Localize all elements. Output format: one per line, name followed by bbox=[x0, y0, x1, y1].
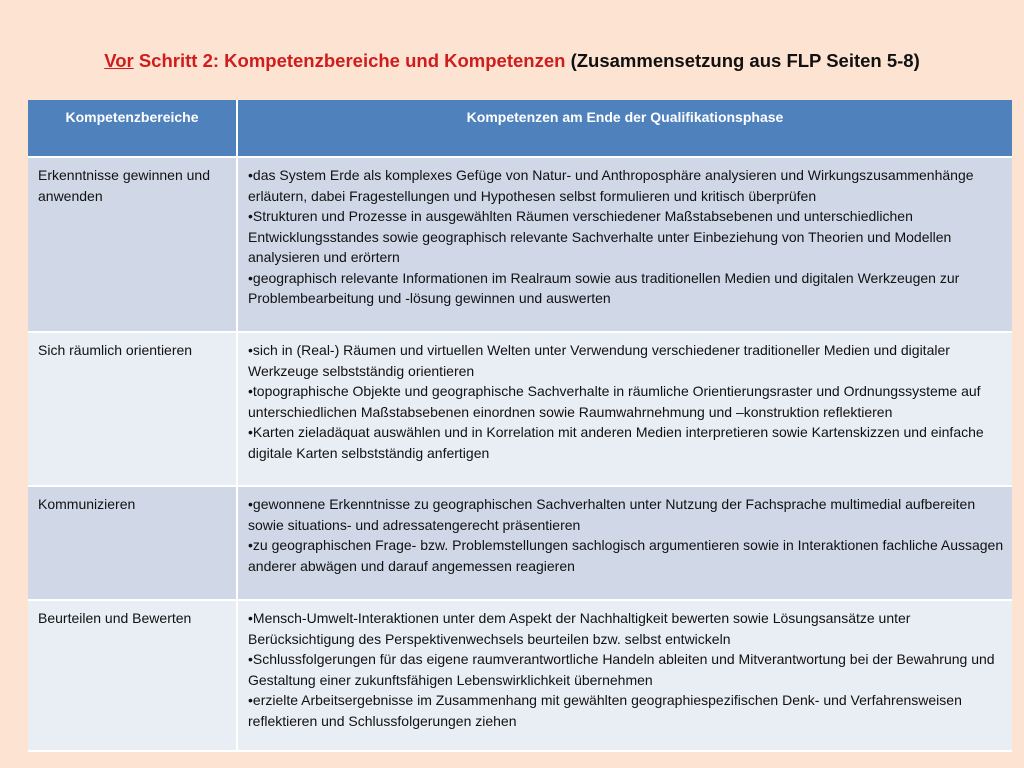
competence-item: •Mensch-Umwelt-Interaktionen unter dem Aspekt der Nachhaltigkeit bewerten sowie Lösungsansätze unter Berücksichtigung des Perspektivenwechsels beurteilen bzw. selbst entwickeln bbox=[248, 610, 911, 647]
table-row bbox=[28, 332, 1012, 486]
competences-cell bbox=[237, 157, 1012, 332]
competence-item: •gewonnene Erkenntnisse zu geographischen Sachverhalten unter Nutzung der Fachsprache multimedial aufbereiten sowie situations- und adressatengerecht präsentieren bbox=[248, 496, 976, 533]
competence-item: •geographisch relevante Informationen im Realraum sowie aus traditionellen Medien und digitalen Werkzeugen zur Problembearbeitung und -lösung gewinnen und auswerten bbox=[248, 269, 960, 306]
competences-cell bbox=[237, 486, 1012, 600]
table-row bbox=[28, 486, 1012, 600]
table-row bbox=[28, 157, 1012, 332]
competence-table bbox=[28, 100, 1012, 752]
competence-item: •das System Erde als komplexes Gefüge von Natur- und Anthroposphäre analysieren und Wirkungszusammenhänge erläutern, dabei Fragestellungen und Hypothesen selbst formulieren und kritisch überprüfen bbox=[248, 167, 974, 204]
header-kompetenzbereiche: Kompetenzbereiche bbox=[28, 100, 237, 157]
table-header-row bbox=[28, 100, 1012, 157]
title-suffix: (Zusammensetzung aus FLP Seiten 5-8) bbox=[565, 50, 920, 71]
header-kompetenzen: Kompetenzen am Ende der Qualifikationsphase bbox=[237, 100, 1012, 157]
title-main: Schritt 2: Kompetenzbereiche und Kompetenzen bbox=[133, 50, 566, 71]
competence-item: •Strukturen und Prozesse in ausgewählten Räumen verschiedener Maßstabsebenen und unterschiedlichen Entwicklungsstandes sowie geographisch relevante Sachverhalte unter Einbeziehung von Theorien und Modellen analysieren und erörtern bbox=[248, 208, 952, 265]
area-cell: Sich räumlich orientieren bbox=[28, 332, 237, 486]
competence-item: •Karten zieladäquat auswählen und in Korrelation mit anderen Medien interpretieren sowie Kartenskizzen und einfache digitale Karten selbstständig anfertigen bbox=[248, 424, 984, 461]
competence-item: •sich in (Real-) Räumen und virtuellen Welten unter Verwendung verschiedener traditioneller Medien und digitaler Werkzeuge selbstständig orientieren bbox=[248, 342, 950, 379]
competence-item: •topographische Objekte und geographische Sachverhalte in räumliche Orientierungsraster und Ordnungssysteme auf unterschiedlichen Maßstabsebenen einordnen sowie Raumwahrnehmung und –konstruktion reflektieren bbox=[248, 383, 981, 420]
competence-item: •erzielte Arbeitsergebnisse im Zusammenhang mit gewählten geographiespezifischen Denk- und Verfahrensweisen reflektieren und Schlussfolgerungen ziehen bbox=[248, 692, 962, 729]
area-cell: Erkenntnisse gewinnen und anwenden bbox=[28, 157, 237, 332]
area-cell: Beurteilen und Bewerten bbox=[28, 600, 237, 751]
competences-cell bbox=[237, 332, 1012, 486]
title-prefix: Vor bbox=[104, 50, 134, 71]
table-row bbox=[28, 600, 1012, 751]
slide-title bbox=[0, 50, 1024, 72]
competences-cell bbox=[237, 600, 1012, 751]
competence-item: •Schlussfolgerungen für das eigene raumverantwortliche Handeln ableiten und Mitverantwortung bei der Bewahrung und Gestaltung einer zukunftsfähigen Lebenswirklichkeit übernehmen bbox=[248, 651, 995, 688]
competence-item: •zu geographischen Frage- bzw. Problemstellungen sachlogisch argumentieren sowie in Interaktionen fachliche Aussagen anderer abwägen und darauf angemessen reagieren bbox=[248, 537, 1004, 574]
area-cell: Kommunizieren bbox=[28, 486, 237, 600]
